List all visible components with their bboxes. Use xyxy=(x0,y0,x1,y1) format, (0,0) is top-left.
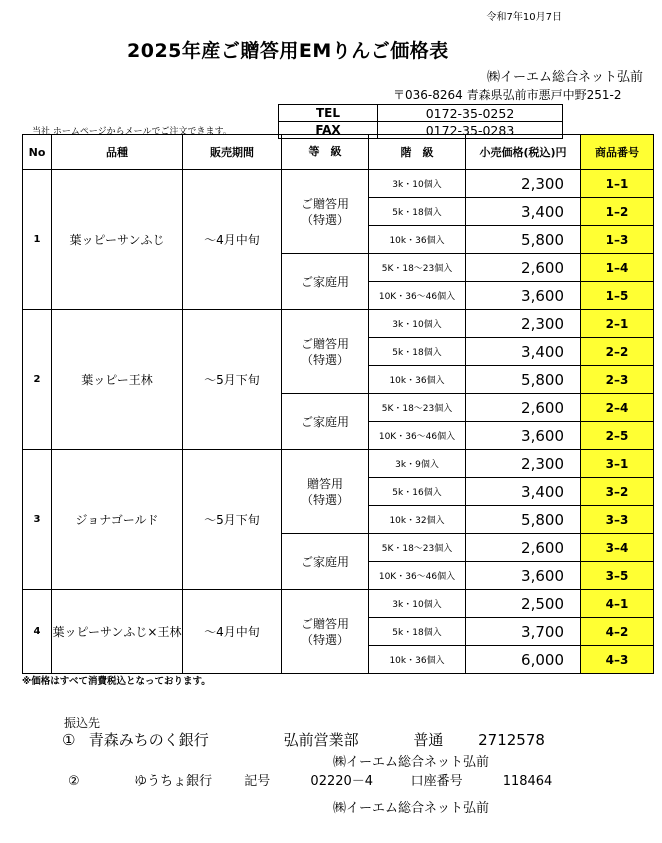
product-code: 1–3 xyxy=(581,226,654,254)
bank-1-branch: 弘前営業部 xyxy=(283,731,359,749)
product-grade xyxy=(282,254,369,310)
product-code: 3–2 xyxy=(581,478,654,506)
table-row xyxy=(23,590,654,618)
page-title: 2025年産ご贈答用EMりんご価格表 xyxy=(127,40,449,62)
grade-sublabel: （特選） xyxy=(300,212,349,227)
product-price: 2,300 xyxy=(466,170,581,198)
product-qty: 5K・18～23個入 xyxy=(369,254,466,282)
product-qty: 5K・18～23個入 xyxy=(369,394,466,422)
product-qty: 5k・18個入 xyxy=(369,198,466,226)
product-price: 5,800 xyxy=(466,506,581,534)
table-row xyxy=(23,450,654,478)
product-no: 4 xyxy=(23,590,52,674)
product-code: 1–5 xyxy=(581,282,654,310)
product-period: ～5月下旬 xyxy=(183,450,282,590)
product-qty: 5k・18個入 xyxy=(369,618,466,646)
product-kind: ジョナゴールド xyxy=(52,450,183,590)
tel-number: 0172-35-0252 xyxy=(378,105,563,122)
product-code: 1–2 xyxy=(581,198,654,226)
product-qty: 3k・10個入 xyxy=(369,310,466,338)
product-price: 3,600 xyxy=(466,562,581,590)
grade-label: ご贈答用 xyxy=(300,196,349,211)
product-qty: 10K・36～46個入 xyxy=(369,562,466,590)
table-row xyxy=(23,310,654,338)
product-qty: 10K・36～46個入 xyxy=(369,282,466,310)
product-period: ～4月中旬 xyxy=(183,170,282,310)
bank-2-sign-label: 記号 xyxy=(244,774,271,789)
product-qty: 5k・18個入 xyxy=(369,338,466,366)
bank-1-number: ① xyxy=(62,731,76,749)
grade-sublabel: （特選） xyxy=(300,352,349,367)
grade-sublabel: （特選） xyxy=(300,632,349,647)
product-qty: 10k・36個入 xyxy=(369,646,466,674)
product-code: 4–1 xyxy=(581,590,654,618)
product-qty: 5K・18～23個入 xyxy=(369,534,466,562)
product-qty: 3k・10個入 xyxy=(369,590,466,618)
product-price: 2,300 xyxy=(466,310,581,338)
product-qty: 10k・36個入 xyxy=(369,366,466,394)
header-period: 販売期間 xyxy=(183,135,282,170)
product-no: 3 xyxy=(23,450,52,590)
product-grade xyxy=(282,170,369,254)
product-price: 2,600 xyxy=(466,534,581,562)
bank-1-line xyxy=(62,729,545,750)
table-row xyxy=(23,170,654,198)
product-code: 2–5 xyxy=(581,422,654,450)
tel-label: TEL xyxy=(279,105,378,122)
bank-2-sign: 02220－4 xyxy=(310,774,374,789)
product-code: 4–2 xyxy=(581,618,654,646)
company-name: ㈱イーエム総合ネット弘前 xyxy=(487,70,644,85)
product-price: 3,400 xyxy=(466,198,581,226)
product-price: 2,600 xyxy=(466,394,581,422)
product-code: 3–4 xyxy=(581,534,654,562)
product-code: 2–2 xyxy=(581,338,654,366)
product-price: 6,000 xyxy=(466,646,581,674)
product-qty: 10k・32個入 xyxy=(369,506,466,534)
product-price: 2,500 xyxy=(466,590,581,618)
grade-label: ご家庭用 xyxy=(300,554,349,569)
product-code: 1–1 xyxy=(581,170,654,198)
grade-label: ご贈答用 xyxy=(300,336,349,351)
fax-label: FAX xyxy=(279,122,378,139)
grade-label: 贈答用 xyxy=(306,476,343,491)
product-code: 3–5 xyxy=(581,562,654,590)
product-code: 1–4 xyxy=(581,254,654,282)
product-price: 3,700 xyxy=(466,618,581,646)
product-period: ～5月下旬 xyxy=(183,310,282,450)
price-table xyxy=(22,134,654,674)
grade-label: ご贈答用 xyxy=(300,616,349,631)
product-kind: 葉ッピー王林 xyxy=(52,310,183,450)
product-qty: 3k・9個入 xyxy=(369,450,466,478)
table-header-row xyxy=(23,135,654,170)
product-code: 3–1 xyxy=(581,450,654,478)
product-period: ～4月中旬 xyxy=(183,590,282,674)
product-price: 3,400 xyxy=(466,478,581,506)
bank-2-name: ゆうちょ銀行 xyxy=(134,774,213,789)
header-qty: 階 級 xyxy=(369,135,466,170)
header-no: No xyxy=(23,135,52,170)
grade-label: ご家庭用 xyxy=(300,274,349,289)
product-grade xyxy=(282,310,369,394)
header-grade: 等 級 xyxy=(282,135,369,170)
product-qty: 10k・36個入 xyxy=(369,226,466,254)
issue-date: 令和7年10月7日 xyxy=(486,12,562,23)
fax-number: 0172-35-0283 xyxy=(378,122,563,139)
product-code: 3–3 xyxy=(581,506,654,534)
bank-1-type: 普通 xyxy=(413,731,444,749)
product-price: 5,800 xyxy=(466,366,581,394)
order-note: 当社 ホームページからメールでご注文できます。 xyxy=(32,127,232,137)
bank-2-number: ② xyxy=(68,774,80,789)
tax-note: ※価格はすべて消費税込となっております。 xyxy=(22,676,211,687)
product-kind: 葉ッピーサンふじ×王林 xyxy=(52,590,183,674)
bank-2-line xyxy=(68,770,552,789)
bank-1-holder: ㈱イーエム総合ネット弘前 xyxy=(333,755,490,770)
grade-sublabel: （特選） xyxy=(300,492,349,507)
header-price: 小売価格(税込)円 xyxy=(466,135,581,170)
grade-label: ご家庭用 xyxy=(300,414,349,429)
price-table-body xyxy=(23,170,654,674)
product-price: 3,600 xyxy=(466,282,581,310)
product-code: 4–3 xyxy=(581,646,654,674)
bank-2-account-label: 口座番号 xyxy=(410,774,463,789)
product-grade xyxy=(282,450,369,534)
product-no: 1 xyxy=(23,170,52,310)
product-code: 2–3 xyxy=(581,366,654,394)
product-price: 5,800 xyxy=(466,226,581,254)
bank-2-holder: ㈱イーエム総合ネット弘前 xyxy=(333,801,490,816)
transfer-label: 振込先 xyxy=(64,716,101,730)
product-kind: 葉ッピーサンふじ xyxy=(52,170,183,310)
bank-1-account: 2712578 xyxy=(478,731,545,749)
product-price: 3,400 xyxy=(466,338,581,366)
bank-2-account: 118464 xyxy=(502,774,553,789)
product-price: 2,300 xyxy=(466,450,581,478)
product-grade xyxy=(282,394,369,450)
header-kind: 品種 xyxy=(52,135,183,170)
header-code: 商品番号 xyxy=(581,135,654,170)
product-price: 2,600 xyxy=(466,254,581,282)
product-qty: 10K・36～46個入 xyxy=(369,422,466,450)
company-address: 〒036-8264 青森県弘前市悪戸中野251-2 xyxy=(393,88,622,102)
product-qty: 5k・16個入 xyxy=(369,478,466,506)
product-price: 3,600 xyxy=(466,422,581,450)
product-qty: 3k・10個入 xyxy=(369,170,466,198)
bank-1-name: 青森みちのく銀行 xyxy=(88,731,209,749)
product-code: 2–1 xyxy=(581,310,654,338)
product-code: 2–4 xyxy=(581,394,654,422)
product-grade xyxy=(282,534,369,590)
product-grade xyxy=(282,590,369,674)
product-no: 2 xyxy=(23,310,52,450)
